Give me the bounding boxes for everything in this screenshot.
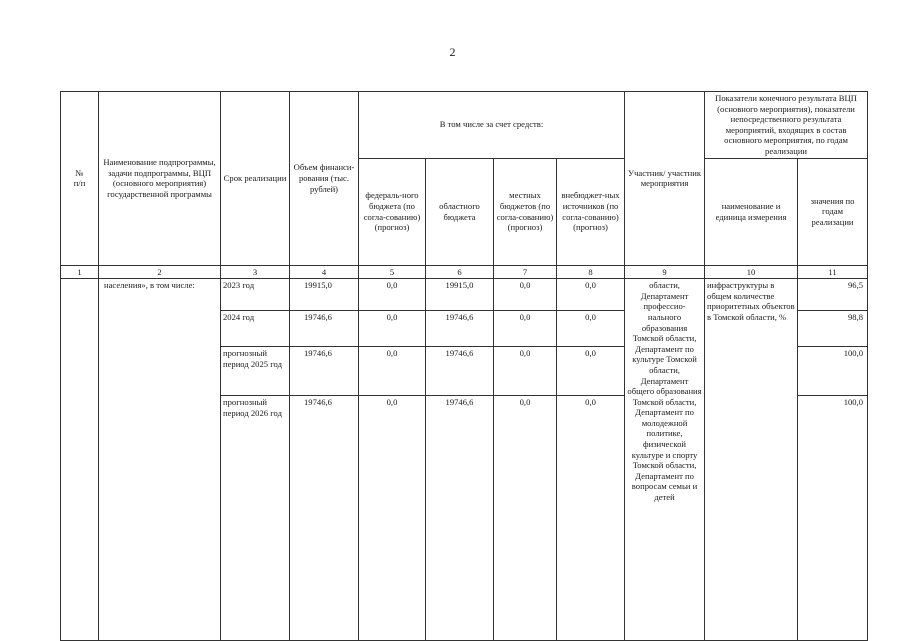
federal-budget-cell: 0,0	[359, 347, 426, 396]
local-budget-cell: 0,0	[494, 347, 557, 396]
header-participant: Участник/ участник мероприятия	[625, 92, 705, 266]
header-indicators-group: Показатели конечного результата ВЦП (основного мероприятия), показатели непосредственного результата мероприятий, входящих в состав основного мероприятия, по годам реализации	[705, 92, 868, 159]
extra-budgetary-cell: 0,0	[557, 279, 625, 311]
column-number: 2	[99, 265, 221, 279]
indicator-value-cell: 100,0	[798, 347, 868, 396]
local-budget-cell: 0,0	[494, 279, 557, 311]
program-name-cell: населения», в том числе:	[99, 279, 221, 641]
header-extra-budgetary: внебюджет-ных источников (по согла-сованию) (прогноз)	[557, 158, 625, 265]
federal-budget-cell: 0,0	[359, 311, 426, 347]
header-number: № п/п	[61, 92, 99, 266]
local-budget-cell: 0,0	[494, 396, 557, 641]
header-federal-budget: федераль-ного бюджета (по согла-сованию) (прогноз)	[359, 158, 426, 265]
column-number: 4	[290, 265, 359, 279]
regional-budget-cell: 19746,6	[426, 347, 494, 396]
column-number: 9	[625, 265, 705, 279]
total-funding-cell: 19915,0	[290, 279, 359, 311]
regional-budget-cell: 19746,6	[426, 311, 494, 347]
header-funding-sources-group: В том числе за счет средств:	[359, 92, 625, 159]
period-cell: 2024 год	[221, 311, 290, 347]
column-number: 6	[426, 265, 494, 279]
federal-budget-cell: 0,0	[359, 279, 426, 311]
period-cell: прогнозный период 2025 год	[221, 347, 290, 396]
header-regional-budget: областного бюджета	[426, 158, 494, 265]
regional-budget-cell: 19915,0	[426, 279, 494, 311]
participant-cell: области, Департамент профессио-нального образования Томской области, Департамент по культуре Томской области, Департамент общего образования Томской области, Департамент по молодежной политике, физической культуре и спорту Томской области, Департамент по вопросам семьи и детей	[625, 279, 705, 641]
period-cell: прогнозный период 2026 год	[221, 396, 290, 641]
federal-budget-cell: 0,0	[359, 396, 426, 641]
page-number: 2	[449, 45, 456, 59]
indicator-value-cell: 98,8	[798, 311, 868, 347]
header-total-funding: Объем финанси-рования (тыс. рублей)	[290, 92, 359, 266]
period-cell: 2023 год	[221, 279, 290, 311]
column-number: 11	[798, 265, 868, 279]
row-number-cell	[61, 279, 99, 641]
extra-budgetary-cell: 0,0	[557, 396, 625, 641]
header-indicator-name: наименование и единица измерения	[705, 158, 798, 265]
column-number: 7	[494, 265, 557, 279]
budget-table	[60, 91, 868, 641]
column-number: 10	[705, 265, 798, 279]
header-program-name: Наименование подпрограммы, задачи подпрограммы, ВЦП (основного мероприятия) государственной программы	[99, 92, 221, 266]
local-budget-cell: 0,0	[494, 311, 557, 347]
regional-budget-cell: 19746,6	[426, 396, 494, 641]
column-number: 8	[557, 265, 625, 279]
indicator-value-cell: 100,0	[798, 396, 868, 641]
extra-budgetary-cell: 0,0	[557, 347, 625, 396]
header-local-budgets: местных бюджетов (по согла-сованию) (прогноз)	[494, 158, 557, 265]
header-period: Срок реализации	[221, 92, 290, 266]
column-number: 1	[61, 265, 99, 279]
total-funding-cell: 19746,6	[290, 396, 359, 641]
total-funding-cell: 19746,6	[290, 311, 359, 347]
table-row	[61, 279, 868, 311]
total-funding-cell: 19746,6	[290, 347, 359, 396]
column-number: 3	[221, 265, 290, 279]
extra-budgetary-cell: 0,0	[557, 311, 625, 347]
indicator-value-cell: 96,5	[798, 279, 868, 311]
column-numbers-row	[61, 265, 868, 279]
column-number: 5	[359, 265, 426, 279]
indicator-name-cell: инфраструктуры в общем количестве приоритетных объектов в Томской области, %	[705, 279, 798, 641]
header-indicator-values: значения по годам реализации	[798, 158, 868, 265]
